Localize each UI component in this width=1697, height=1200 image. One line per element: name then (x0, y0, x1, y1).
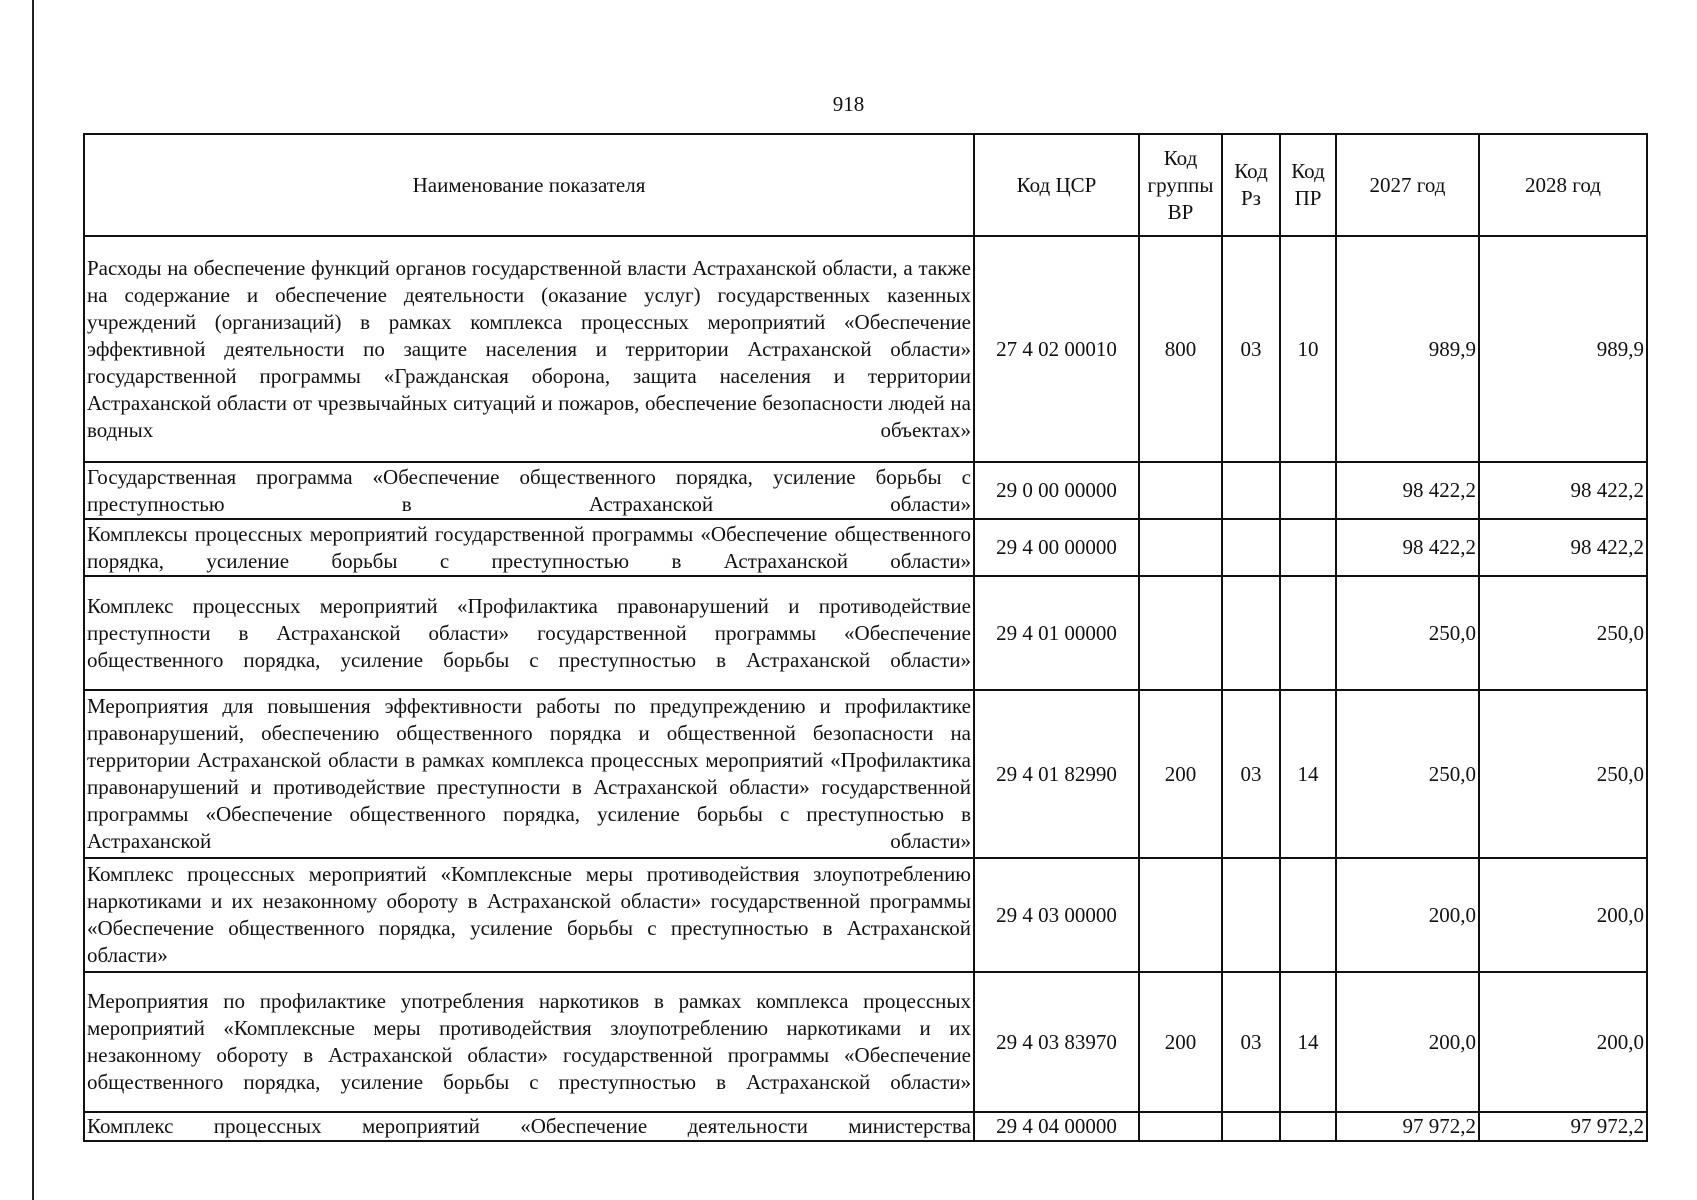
row-vr-code (1139, 1112, 1222, 1141)
row-amount-2027: 250,0 (1336, 576, 1479, 690)
row-vr-code (1139, 576, 1222, 690)
row-amount-2028: 97 972,2 (1479, 1112, 1647, 1141)
row-amount-2027: 98 422,2 (1336, 519, 1479, 576)
header-pr: Код ПР (1280, 134, 1336, 236)
row-name: Комплекс процессных мероприятий «Профилактика правонарушений и противодействие преступности в Астраханской области» государственной программы «Обеспечение общественного порядка, усиление борьбы с преступностью в Астраханской области» (84, 576, 974, 690)
row-name: Государственная программа «Обеспечение общественного порядка, усиление борьбы с преступностью в Астраханской области» (84, 462, 974, 519)
row-csr-code: 29 4 01 82990 (974, 690, 1139, 858)
row-vr-code: 800 (1139, 236, 1222, 462)
budget-table (83, 133, 1648, 1142)
row-pr-code (1280, 858, 1336, 972)
row-rz-code: 03 (1222, 236, 1280, 462)
row-pr-code (1280, 462, 1336, 519)
row-rz-code (1222, 519, 1280, 576)
row-name: Комплекс процессных мероприятий «Обеспечение деятельности министерства (84, 1112, 974, 1141)
row-pr-code (1280, 576, 1336, 690)
row-amount-2028: 98 422,2 (1479, 519, 1647, 576)
row-rz-code (1222, 576, 1280, 690)
row-vr-code: 200 (1139, 690, 1222, 858)
row-amount-2028: 200,0 (1479, 972, 1647, 1112)
header-2027: 2027 год (1336, 134, 1479, 236)
row-rz-code: 03 (1222, 690, 1280, 858)
row-amount-2027: 98 422,2 (1336, 462, 1479, 519)
header-vr: Код группы ВР (1139, 134, 1222, 236)
table-row (84, 576, 1647, 690)
row-amount-2027: 200,0 (1336, 972, 1479, 1112)
row-pr-code: 10 (1280, 236, 1336, 462)
table-row (84, 462, 1647, 519)
header-csr: Код ЦСР (974, 134, 1139, 236)
table-row (84, 858, 1647, 972)
row-pr-code: 14 (1280, 690, 1336, 858)
table-row (84, 1112, 1647, 1141)
table-row (84, 519, 1647, 576)
row-rz-code: 03 (1222, 972, 1280, 1112)
row-csr-code: 29 0 00 00000 (974, 462, 1139, 519)
row-vr-code: 200 (1139, 972, 1222, 1112)
row-amount-2028: 200,0 (1479, 858, 1647, 972)
row-vr-code (1139, 858, 1222, 972)
header-name: Наименование показателя (84, 134, 974, 236)
row-name: Расходы на обеспечение функций органов государственной власти Астраханской области, а также на содержание и обеспечение деятельности (оказание услуг) государственных казенных учреждений (организаций) в рамках комплекса процессных мероприятий «Обеспечение эффективной деятельности по защите населения и территории Астраханской области» государственной программы «Гражданская оборона, защита населения и территории Астраханской области от чрезвычайных ситуаций и пожаров, обеспечение безопасности людей на водных объектах» (84, 236, 974, 462)
row-name: Комплексы процессных мероприятий государственной программы «Обеспечение общественного порядка, усиление борьбы с преступностью в Астраханской области» (84, 519, 974, 576)
row-amount-2027: 200,0 (1336, 858, 1479, 972)
row-csr-code: 29 4 04 00000 (974, 1112, 1139, 1141)
table-row (84, 690, 1647, 858)
row-vr-code (1139, 519, 1222, 576)
row-csr-code: 29 4 03 83970 (974, 972, 1139, 1112)
row-amount-2027: 97 972,2 (1336, 1112, 1479, 1141)
row-name: Мероприятия для повышения эффективности работы по предупреждению и профилактике правонарушений, обеспечению общественного порядка и общественной безопасности на территории Астраханской области в рамках комплекса процессных мероприятий «Профилактика правонарушений и противодействие преступности в Астраханской области» государственной программы «Обеспечение общественного порядка, усиление борьбы с преступностью в Астраханской области» (84, 690, 974, 858)
page-number: 918 (832, 92, 865, 116)
table-row (84, 236, 1647, 462)
row-pr-code (1280, 1112, 1336, 1141)
table-header-row (84, 134, 1647, 236)
row-rz-code (1222, 1112, 1280, 1141)
row-name: Мероприятия по профилактике употребления наркотиков в рамках комплекса процессных мероприятий «Комплексные меры противодействия злоупотреблению наркотиками и их незаконному обороту в Астраханской области» государственной программы «Обеспечение общественного порядка, усиление борьбы с преступностью в Астраханской области» (84, 972, 974, 1112)
row-amount-2028: 250,0 (1479, 576, 1647, 690)
header-2028: 2028 год (1479, 134, 1647, 236)
row-csr-code: 27 4 02 00010 (974, 236, 1139, 462)
row-pr-code: 14 (1280, 972, 1336, 1112)
row-amount-2027: 250,0 (1336, 690, 1479, 858)
row-amount-2028: 250,0 (1479, 690, 1647, 858)
row-rz-code (1222, 462, 1280, 519)
table-row (84, 972, 1647, 1112)
row-vr-code (1139, 462, 1222, 519)
binding-margin-line (32, 0, 34, 1200)
row-name: Комплекс процессных мероприятий «Комплексные меры противодействия злоупотреблению наркотиками и их незаконному обороту в Астраханской области» государственной программы «Обеспечение общественного порядка, усиление борьбы с преступностью в Астраханской области» (84, 858, 974, 972)
row-amount-2027: 989,9 (1336, 236, 1479, 462)
row-csr-code: 29 4 00 00000 (974, 519, 1139, 576)
header-rz: Код Рз (1222, 134, 1280, 236)
row-csr-code: 29 4 03 00000 (974, 858, 1139, 972)
row-amount-2028: 98 422,2 (1479, 462, 1647, 519)
row-csr-code: 29 4 01 00000 (974, 576, 1139, 690)
row-rz-code (1222, 858, 1280, 972)
row-pr-code (1280, 519, 1336, 576)
row-amount-2028: 989,9 (1479, 236, 1647, 462)
